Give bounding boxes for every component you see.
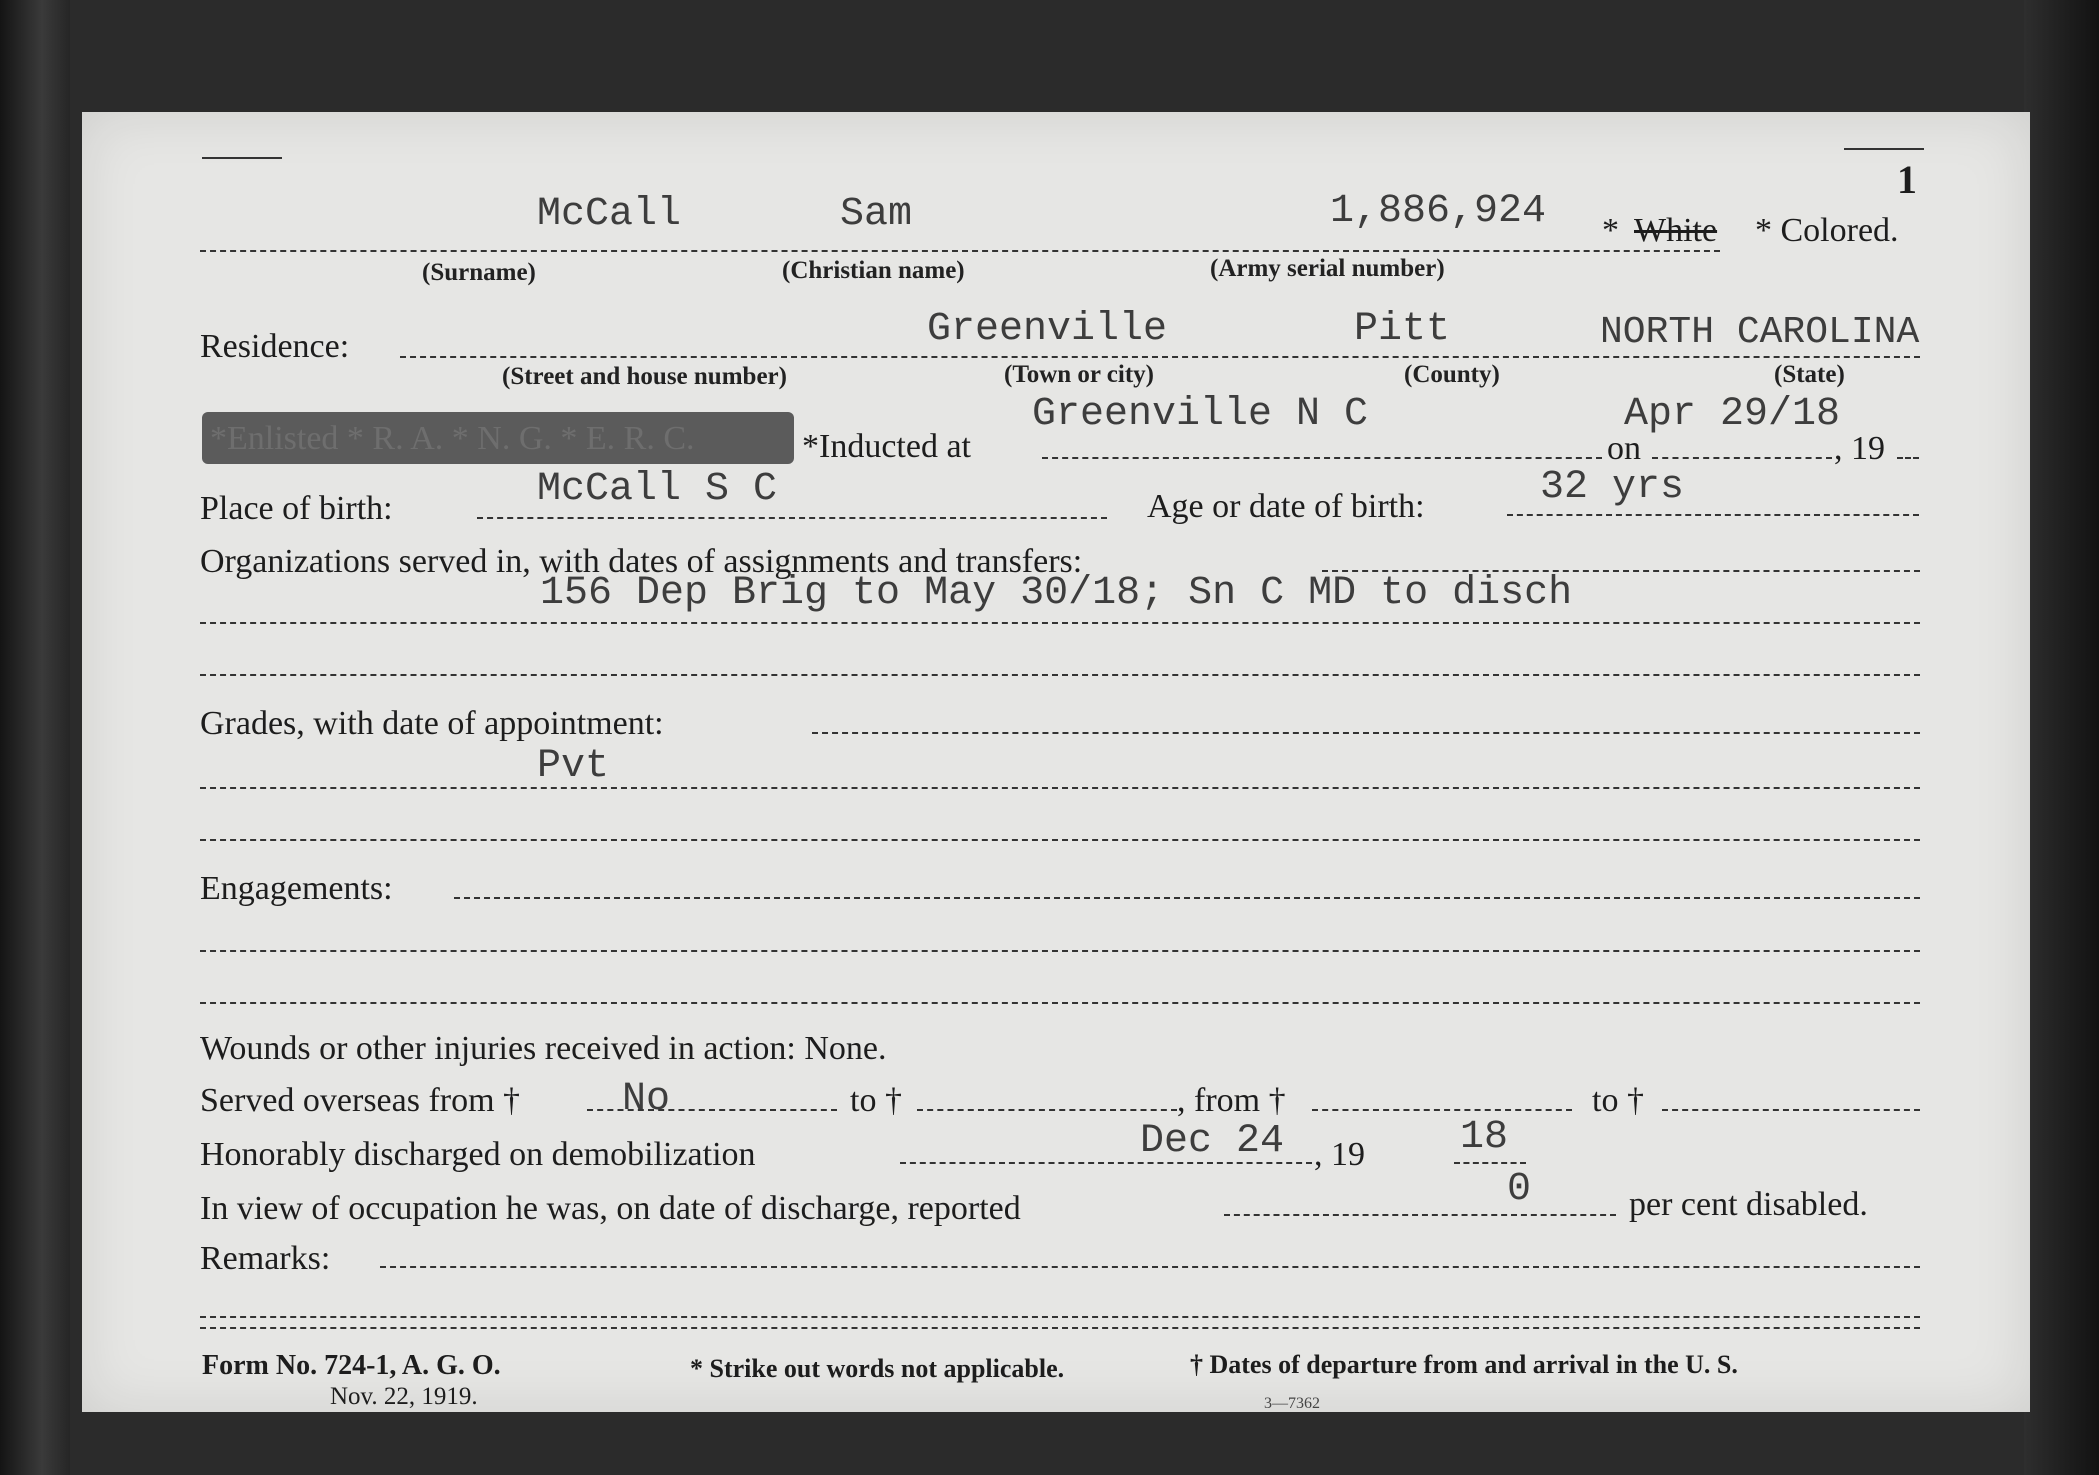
birth-line bbox=[477, 517, 1107, 519]
remarks-label: Remarks: bbox=[200, 1240, 331, 1277]
age-value: 32 yrs bbox=[1540, 465, 1685, 510]
engagements-line-3 bbox=[200, 1002, 1920, 1004]
organizations-label: Organizations served in, with dates of assignments and transfers: bbox=[200, 543, 1083, 580]
on-label: on bbox=[1607, 430, 1641, 467]
discharge-date: Dec 24 bbox=[1140, 1119, 1285, 1164]
discharge-year-label: , 19 bbox=[1314, 1136, 1365, 1173]
wounds-label: Wounds or other injuries received in action: None. bbox=[200, 1030, 887, 1067]
place-of-birth-value: McCall S C bbox=[537, 467, 778, 512]
race-white-struck: White bbox=[1634, 212, 1718, 249]
disability-label: In view of occupation he was, on date of discharge, reported bbox=[200, 1190, 1021, 1227]
grades-line-3 bbox=[200, 839, 1920, 841]
disability-line bbox=[1224, 1214, 1616, 1216]
overseas-to-line bbox=[917, 1109, 1177, 1111]
corner-mark bbox=[202, 157, 282, 159]
organizations-value: 156 Dep Brig to May 30/18; Sn C MD to disch bbox=[540, 571, 1573, 616]
engagements-label: Engagements: bbox=[200, 870, 393, 907]
overseas-from2-line bbox=[1312, 1109, 1572, 1111]
remarks-line-1 bbox=[380, 1266, 1920, 1268]
footnote-dates: † Dates of departure from and arrival in the U. S. bbox=[1190, 1350, 1738, 1379]
grades-label: Grades, with date of appointment: bbox=[200, 705, 664, 742]
christian-name-value: Sam bbox=[840, 192, 913, 237]
residence-label: Residence: bbox=[200, 328, 350, 365]
overseas-to2-line bbox=[1662, 1109, 1920, 1111]
discharge-date-line bbox=[900, 1162, 1312, 1164]
surname-value: McCall bbox=[537, 192, 682, 237]
race-colored: * Colored. bbox=[1755, 212, 1899, 249]
print-code: 3—7362 bbox=[1264, 1395, 1320, 1412]
scan-border-left bbox=[0, 0, 70, 1475]
state-caption: (State) bbox=[1774, 361, 1845, 388]
overseas-from2-label: , from † bbox=[1177, 1082, 1286, 1119]
redacted-enlisted-options: *Enlisted * R. A. * N. G. * E. R. C. bbox=[202, 412, 794, 464]
engagements-line-2 bbox=[200, 950, 1920, 952]
footnote-strike: * Strike out words not applicable. bbox=[690, 1354, 1065, 1383]
form-number: Form No. 724-1, A. G. O. bbox=[202, 1350, 501, 1381]
organizations-line-2 bbox=[200, 622, 1920, 624]
street-caption: (Street and house number) bbox=[502, 363, 787, 390]
christian-caption: (Christian name) bbox=[782, 257, 965, 284]
surname-caption: (Surname) bbox=[422, 259, 536, 286]
year-line bbox=[1897, 457, 1919, 459]
name-line bbox=[200, 250, 1720, 252]
overseas-from-value: No bbox=[622, 1077, 671, 1122]
scan-border-right bbox=[2024, 0, 2099, 1475]
overseas-to-label: to † bbox=[850, 1082, 902, 1119]
remarks-line-2 bbox=[200, 1316, 1920, 1318]
overseas-from-line bbox=[587, 1109, 837, 1111]
residence-county: Pitt bbox=[1354, 307, 1451, 352]
induction-date: Apr 29/18 bbox=[1624, 392, 1841, 437]
engagements-line-1 bbox=[454, 897, 1920, 899]
place-of-birth-label: Place of birth: bbox=[200, 490, 393, 527]
card-number: 1 bbox=[1897, 157, 1917, 202]
age-line bbox=[1507, 514, 1919, 516]
organizations-line-3 bbox=[200, 674, 1920, 676]
corner-mark bbox=[1844, 148, 1924, 150]
grades-line-2 bbox=[200, 787, 1920, 789]
county-caption: (County) bbox=[1404, 361, 1500, 388]
discharge-year: 18 bbox=[1460, 1115, 1509, 1160]
grades-line-1 bbox=[812, 732, 1920, 734]
grades-value: Pvt bbox=[537, 744, 610, 789]
overseas-from-label: Served overseas from † bbox=[200, 1082, 521, 1119]
overseas-to2-label: to † bbox=[1592, 1082, 1644, 1119]
discharge-year-line bbox=[1454, 1162, 1526, 1164]
inducted-place: Greenville N C bbox=[1032, 392, 1369, 437]
residence-line bbox=[400, 356, 1920, 358]
service-record-card bbox=[82, 112, 2030, 1412]
year-suffix: , 19 bbox=[1834, 430, 1885, 467]
residence-town: Greenville bbox=[927, 307, 1168, 352]
serial-number-value: 1,886,924 bbox=[1330, 189, 1547, 234]
race-prefix: * bbox=[1602, 212, 1619, 249]
age-label: Age or date of birth: bbox=[1147, 488, 1425, 525]
inducted-line bbox=[1042, 457, 1602, 459]
inducted-label: *Inducted at bbox=[802, 428, 971, 465]
discharge-label: Honorably discharged on demobilization bbox=[200, 1136, 756, 1173]
residence-state: NORTH CAROLINA bbox=[1600, 311, 1920, 354]
remarks-line-3 bbox=[200, 1327, 1920, 1329]
disability-value: 0 bbox=[1507, 1167, 1532, 1212]
disability-suffix: per cent disabled. bbox=[1629, 1186, 1868, 1223]
form-date: Nov. 22, 1919. bbox=[330, 1383, 478, 1410]
induction-date-line bbox=[1652, 457, 1832, 459]
serial-caption: (Army serial number) bbox=[1210, 255, 1445, 282]
town-caption: (Town or city) bbox=[1004, 361, 1154, 388]
